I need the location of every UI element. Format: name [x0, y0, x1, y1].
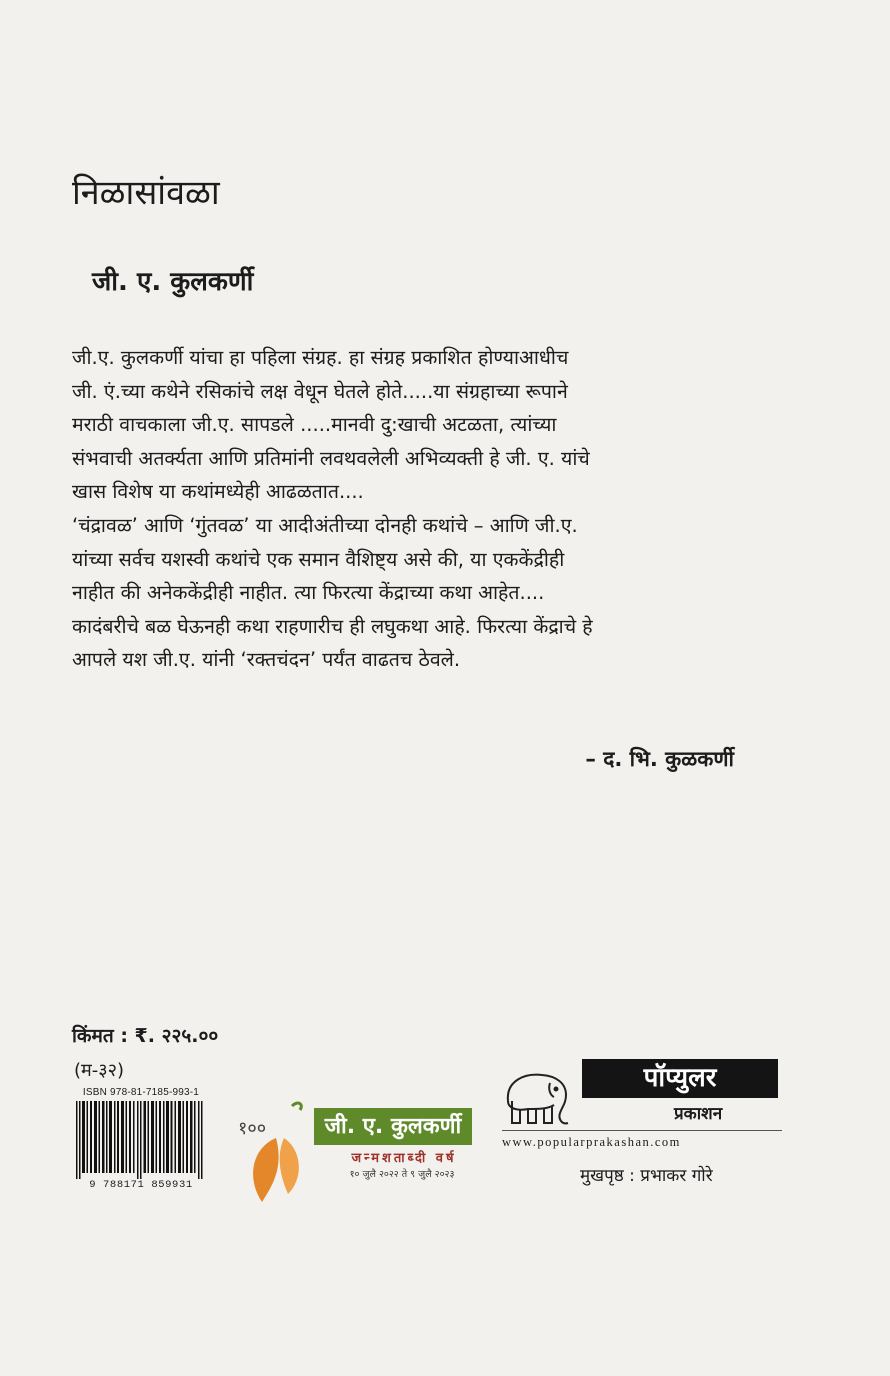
leaf-icon: [232, 1098, 316, 1208]
elephant-icon: [498, 1061, 578, 1133]
book-author: जी. ए. कुलकर्णी: [92, 267, 254, 297]
centenary-subtitle: जन्मशताब्दी वर्ष: [351, 1151, 457, 1166]
blurb-line: मराठी वाचकाला जी.ए. सापडले .....मानवी दु:खाची अटळता, त्यांच्या: [72, 413, 557, 437]
blurb-line: ‘चंद्रावळ’ आणि ‘गुंतवळ’ या आदीअंतीच्या दोनही कथांचे – आणि जी.ए.: [72, 513, 578, 537]
blurb-line: नाहीत की अनेककेंद्रीही नाहीत. त्या फिरत्या केंद्राच्या कथा आहेत....: [72, 581, 545, 605]
book-title: निळासांवळा: [72, 173, 220, 213]
publisher-name: पॉप्युलर: [582, 1059, 778, 1098]
publisher-subtitle: प्रकाशन: [674, 1104, 723, 1124]
blurb-line: जी.ए. कुलकर्णी यांचा हा पहिला संग्रह. हा संग्रह प्रकाशित होण्याआधीच: [72, 346, 569, 369]
centenary-number: १००: [238, 1118, 267, 1139]
publisher-website: www.popularprakashan.com: [502, 1135, 681, 1149]
blurb-line: कादंबरीचे बळ घेऊनही कथा राहणारीच ही लघुकथा आहे. फिरत्या केंद्राचे हे: [72, 614, 593, 638]
price-label: किंमत : ₹. २२५.००: [72, 1025, 219, 1047]
blurb-line: संभवाची अतर्क्यता आणि प्रतिमांनी लवथवलेली अभिव्यक्ती हे जी. ए. यांचे: [72, 446, 590, 470]
barcode-digits: 9 788171 859931: [89, 1179, 193, 1191]
centenary-dates: १० जुलै २०२२ ते ९ जुलै २०२३: [349, 1169, 455, 1180]
catalog-code: (म-३२): [74, 1060, 125, 1081]
blurb-signature: – द. भि. कुळकर्णी: [585, 747, 734, 771]
cover-credit: मुखपृष्ठ : प्रभाकर गोरे: [580, 1166, 713, 1186]
blurb-text: [72, 341, 812, 677]
blurb-line: खास विशेष या कथांमध्येही आढळतात....: [72, 480, 364, 504]
blurb-line: आपले यश जी.ए. यांनी ‘रक्तचंदन’ पर्यंत वाढतच ठेवले.: [72, 648, 461, 672]
barcode-bars-icon: [74, 1101, 208, 1179]
centenary-logo: [232, 1098, 492, 1208]
centenary-name: जी. ए. कुलकर्णी: [314, 1108, 472, 1145]
divider: [502, 1130, 782, 1131]
blurb-line: यांच्या सर्वच यशस्वी कथांचे एक समान वैशिष्ट्य असे की, या एककेंद्रीही: [72, 547, 565, 571]
isbn-number: ISBN 978-81-7185-993-1: [82, 1087, 200, 1098]
isbn-barcode: [74, 1087, 208, 1196]
blurb-line: जी. एं.च्या कथेने रसिकांचे लक्ष वेधून घेतले होते.....या संग्रहाच्या रूपाने: [72, 379, 568, 403]
